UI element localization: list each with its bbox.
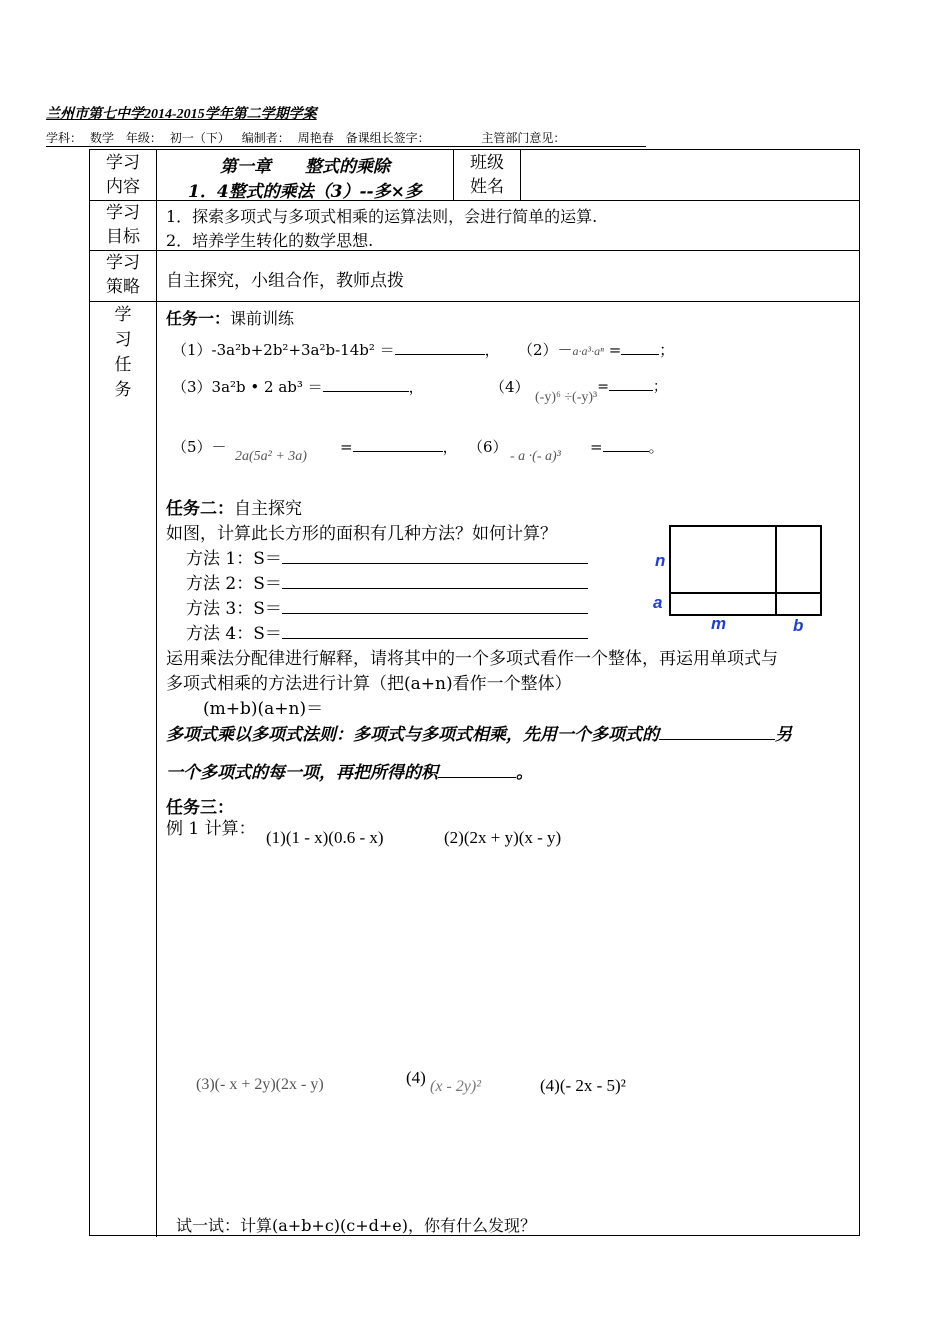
goal-2: 2．培养学生转化的数学思想.: [166, 231, 374, 250]
try-it: 试一试：计算(a+b+c)(c+d+e)，你有什么发现？: [176, 1216, 537, 1235]
example-3: (3)(- x + 2y)(2x - y): [196, 1076, 324, 1093]
grade-label: 年级：: [125, 131, 162, 145]
class-name-label: 班级 姓名: [470, 153, 504, 197]
worksheet-table: [89, 149, 860, 1236]
example-4: (x - 2y)²: [430, 1078, 481, 1095]
dept-label: 主管部门意见：: [481, 131, 566, 145]
example-5: (4)(- 2x - 5)²: [540, 1076, 626, 1095]
goals-label: 学习 目标: [106, 203, 140, 247]
header-info: [46, 129, 646, 147]
grade: 初一（下）: [169, 131, 230, 145]
explain-line-1: 运用乘法分配律进行解释，请将其中的一个多项式看作一个整体，再运用单项式与: [166, 649, 778, 669]
method-4: 方法 4：S＝: [186, 619, 588, 644]
rectangle-diagram: [645, 520, 830, 640]
page-title: 兰州市第七中学2014-2015学年第二学期学案: [46, 107, 317, 122]
method-1: 方法 1：S＝: [186, 544, 588, 569]
task1-q6-answer: = 。: [590, 438, 664, 456]
editor-label: 编制者：: [241, 131, 290, 145]
strategy-label: 学习 策略: [106, 253, 140, 297]
explain-line-2: 多项式相乘的方法进行计算（把(a+n)看作一个整体）: [166, 674, 572, 694]
rule-line-1: 多项式乘以多项式法则：多项式与多项式相乘，先用一个多项式的 另: [166, 725, 792, 745]
task1-q5: （5）－: [172, 438, 227, 456]
task1-q5-expr: 2a(5a² + 3a): [235, 449, 307, 464]
method-2: 方法 2：S＝: [186, 569, 588, 594]
outer-rectangle: [670, 526, 821, 615]
label-a: a: [653, 593, 663, 612]
example-1: (1)(1 - x)(0.6 - x): [266, 828, 384, 847]
editor: 周艳春: [297, 131, 334, 145]
task1-q5-answer: = ，: [340, 438, 458, 456]
strategy-text: 自主探究，小组合作，教师点拨: [166, 271, 404, 291]
label-b: b: [793, 616, 804, 635]
section-title: 1．4整式的乘法（3）--多×多: [188, 182, 422, 202]
label-n: n: [655, 551, 666, 570]
goal-1: 1．探索多项式与多项式相乘的运算法则，会进行简单的运算.: [166, 207, 598, 226]
task1-q2: （2）－a·a³·aⁿ = ；: [518, 341, 675, 359]
example-4-label: (4): [406, 1068, 426, 1087]
task2-question: 如图，计算此长方形的面积有几种方法？如何计算？: [166, 524, 557, 544]
subject: 数学: [90, 131, 115, 145]
example-label: 例 1 计算：: [166, 819, 256, 839]
subject-label: 学科：: [46, 131, 83, 145]
content-label: 学习 内容: [106, 153, 140, 197]
task1-q1: （1）-3a²b+2b²+3a²b-14b² ＝ ，: [172, 341, 500, 359]
task3-heading: 任务三：: [166, 798, 234, 818]
rule-line-2: 一个多项式的每一项，再把所得的积 。: [166, 763, 533, 783]
chapter-title: 第一章 整式的乘除: [220, 157, 390, 177]
task1-q6-expr: - a ·(- a)³: [510, 449, 561, 464]
task1-q4-expr: (-y)⁶ ÷(-y)³= ；: [535, 379, 667, 405]
method-3: 方法 3：S＝: [186, 594, 588, 619]
expression: (m+b)(a+n)＝: [203, 699, 324, 719]
task2-heading: 任务二：自主探究: [166, 499, 302, 519]
task1-q3: （3）3a²b • 2 ab³ ＝ ，: [172, 378, 424, 396]
leader-label: 备课组长签字：: [345, 131, 430, 145]
task1-heading: 任务一：课前训练: [166, 309, 295, 328]
task1-q4: （4）: [490, 378, 530, 396]
task-label: 学 习 任 务: [114, 305, 132, 400]
task1-q6: （6）: [468, 438, 508, 456]
example-2: (2)(2x + y)(x - y): [444, 828, 562, 847]
label-m: m: [711, 614, 727, 633]
